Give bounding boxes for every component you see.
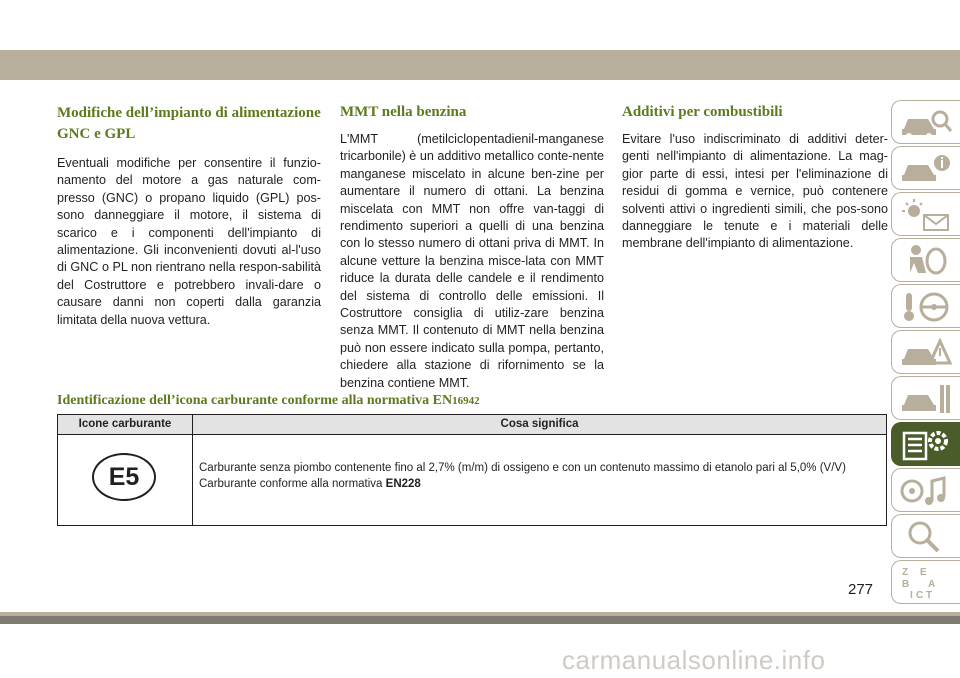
header-band	[0, 50, 960, 80]
tab-search[interactable]	[891, 514, 960, 558]
fuel-icon-table	[57, 414, 887, 526]
svg-text:I: I	[910, 590, 913, 601]
svg-text:E: E	[920, 567, 927, 578]
description-text: Carburante senza piombo contenente fino al 2,7% (m/m) di ossigeno e con un contenuto massimo di etanolo pari al 5,0% (V/V) Carburante conforme alla normativa	[199, 462, 846, 490]
alphabet-index-icon	[898, 565, 954, 601]
car-warning-icon	[898, 335, 954, 371]
table-header-icon: Icone carburante	[78, 418, 172, 430]
tab-maintenance[interactable]	[891, 376, 960, 420]
table-title-suffix: 16942	[452, 395, 480, 407]
table-title	[57, 393, 480, 409]
section-heading-mmt: MMT nella benzina	[340, 104, 467, 120]
tab-technical-specs[interactable]	[891, 422, 960, 466]
section-heading-additivi: Additivi per combustibili	[622, 104, 783, 120]
warning-light-message-icon	[898, 197, 954, 233]
table-header-meaning: Cosa significa	[500, 418, 579, 430]
section-additivi	[622, 103, 888, 253]
svg-text:A: A	[928, 579, 936, 590]
section-body-mmt: L'MMT (metilciclopentadienil-manganese tricarbonile) è un additivo metallico conte-nente manganese miscelato in alcune ben-zine per aumentare il numero di ottani. La benzina miscelata con MMT non offre van-taggi di rendimento superiori a quelli di una benzina con lo stesso numero di ottani priva di MMT. In alcune vetture la benzina misce-lata con MMT riduce la durata delle candele e il rendimento del sistema di controllo delle emissioni. Il Costruttore consiglia di utiliz-zare benzina senza MMT. Il contenuto di MMT nella benzina può non essere indicato sulla pompa, pertanto, chiedere alla stazione di rifornimento se la benzina contiene MMT.	[340, 132, 604, 390]
section-gnc-gpl	[57, 103, 321, 329]
section-heading-gnc-gpl: Modifiche dell’impianto di alimentazione GNC e GPL	[57, 105, 321, 142]
car-info-icon	[898, 151, 954, 187]
svg-text:Z: Z	[902, 567, 909, 578]
tab-emergency[interactable]	[891, 330, 960, 374]
tab-car-info[interactable]	[891, 146, 960, 190]
tab-warning-lights[interactable]	[891, 192, 960, 236]
table-row-description	[199, 460, 879, 492]
airbag-seat-icon	[898, 243, 954, 279]
top-margin	[0, 0, 960, 50]
car-tools-icon	[898, 381, 954, 417]
car-search-icon	[898, 105, 954, 141]
tab-starting-driving[interactable]	[891, 284, 960, 328]
tab-index[interactable]	[891, 560, 960, 604]
description-standard: EN228	[385, 478, 421, 490]
svg-text:B: B	[902, 579, 910, 590]
key-steering-wheel-icon	[898, 289, 954, 325]
svg-text:C: C	[916, 590, 924, 601]
section-body-gnc-gpl: Eventuali modifiche per consentire il funzio-namento del motore a gas naturale com-presso (GNC) o propano liquido (GPL) pos-sono danneggiare il motore, il sistema di scarico e i componenti dell'impianto di alimentazione. Gli inconvenienti dovuti al-l'uso di GNC o PL non rientrano nella respon-sabilità del Costruttore e potrebbero invali-dare o causare danni non coperti dalla garanzia limitata della nuova vettura.	[57, 156, 321, 327]
tab-safety[interactable]	[891, 238, 960, 282]
multimedia-icon	[898, 473, 954, 509]
page-number: 277	[848, 581, 874, 598]
table-header-row	[58, 415, 886, 435]
footer-band-dark	[0, 616, 960, 624]
tab-multimedia[interactable]	[891, 468, 960, 512]
search-icon	[898, 519, 954, 555]
table-column-divider	[192, 415, 193, 525]
svg-text:T: T	[926, 590, 933, 601]
e5-fuel-icon: E5	[92, 453, 156, 501]
watermark: carmanualsonline.info	[562, 645, 826, 675]
table-title-text: Identificazione dell’icona carburante conforme alla normativa EN	[57, 393, 453, 408]
tab-car-search[interactable]	[891, 100, 960, 144]
section-mmt	[340, 103, 604, 392]
specs-gear-icon	[898, 427, 954, 463]
section-body-additivi: Evitare l'uso indiscriminato di additivi deter-genti nell'impianto di alimentazione. La mag-gior parte di essi, intesi per l'eliminazione di residui di gomma e vernice, può contenere solventi attivi o ingredienti simili, che pos-sono danneggiare le tenute e i materiali delle membrane dell'impianto di alimentazione.	[622, 132, 888, 251]
